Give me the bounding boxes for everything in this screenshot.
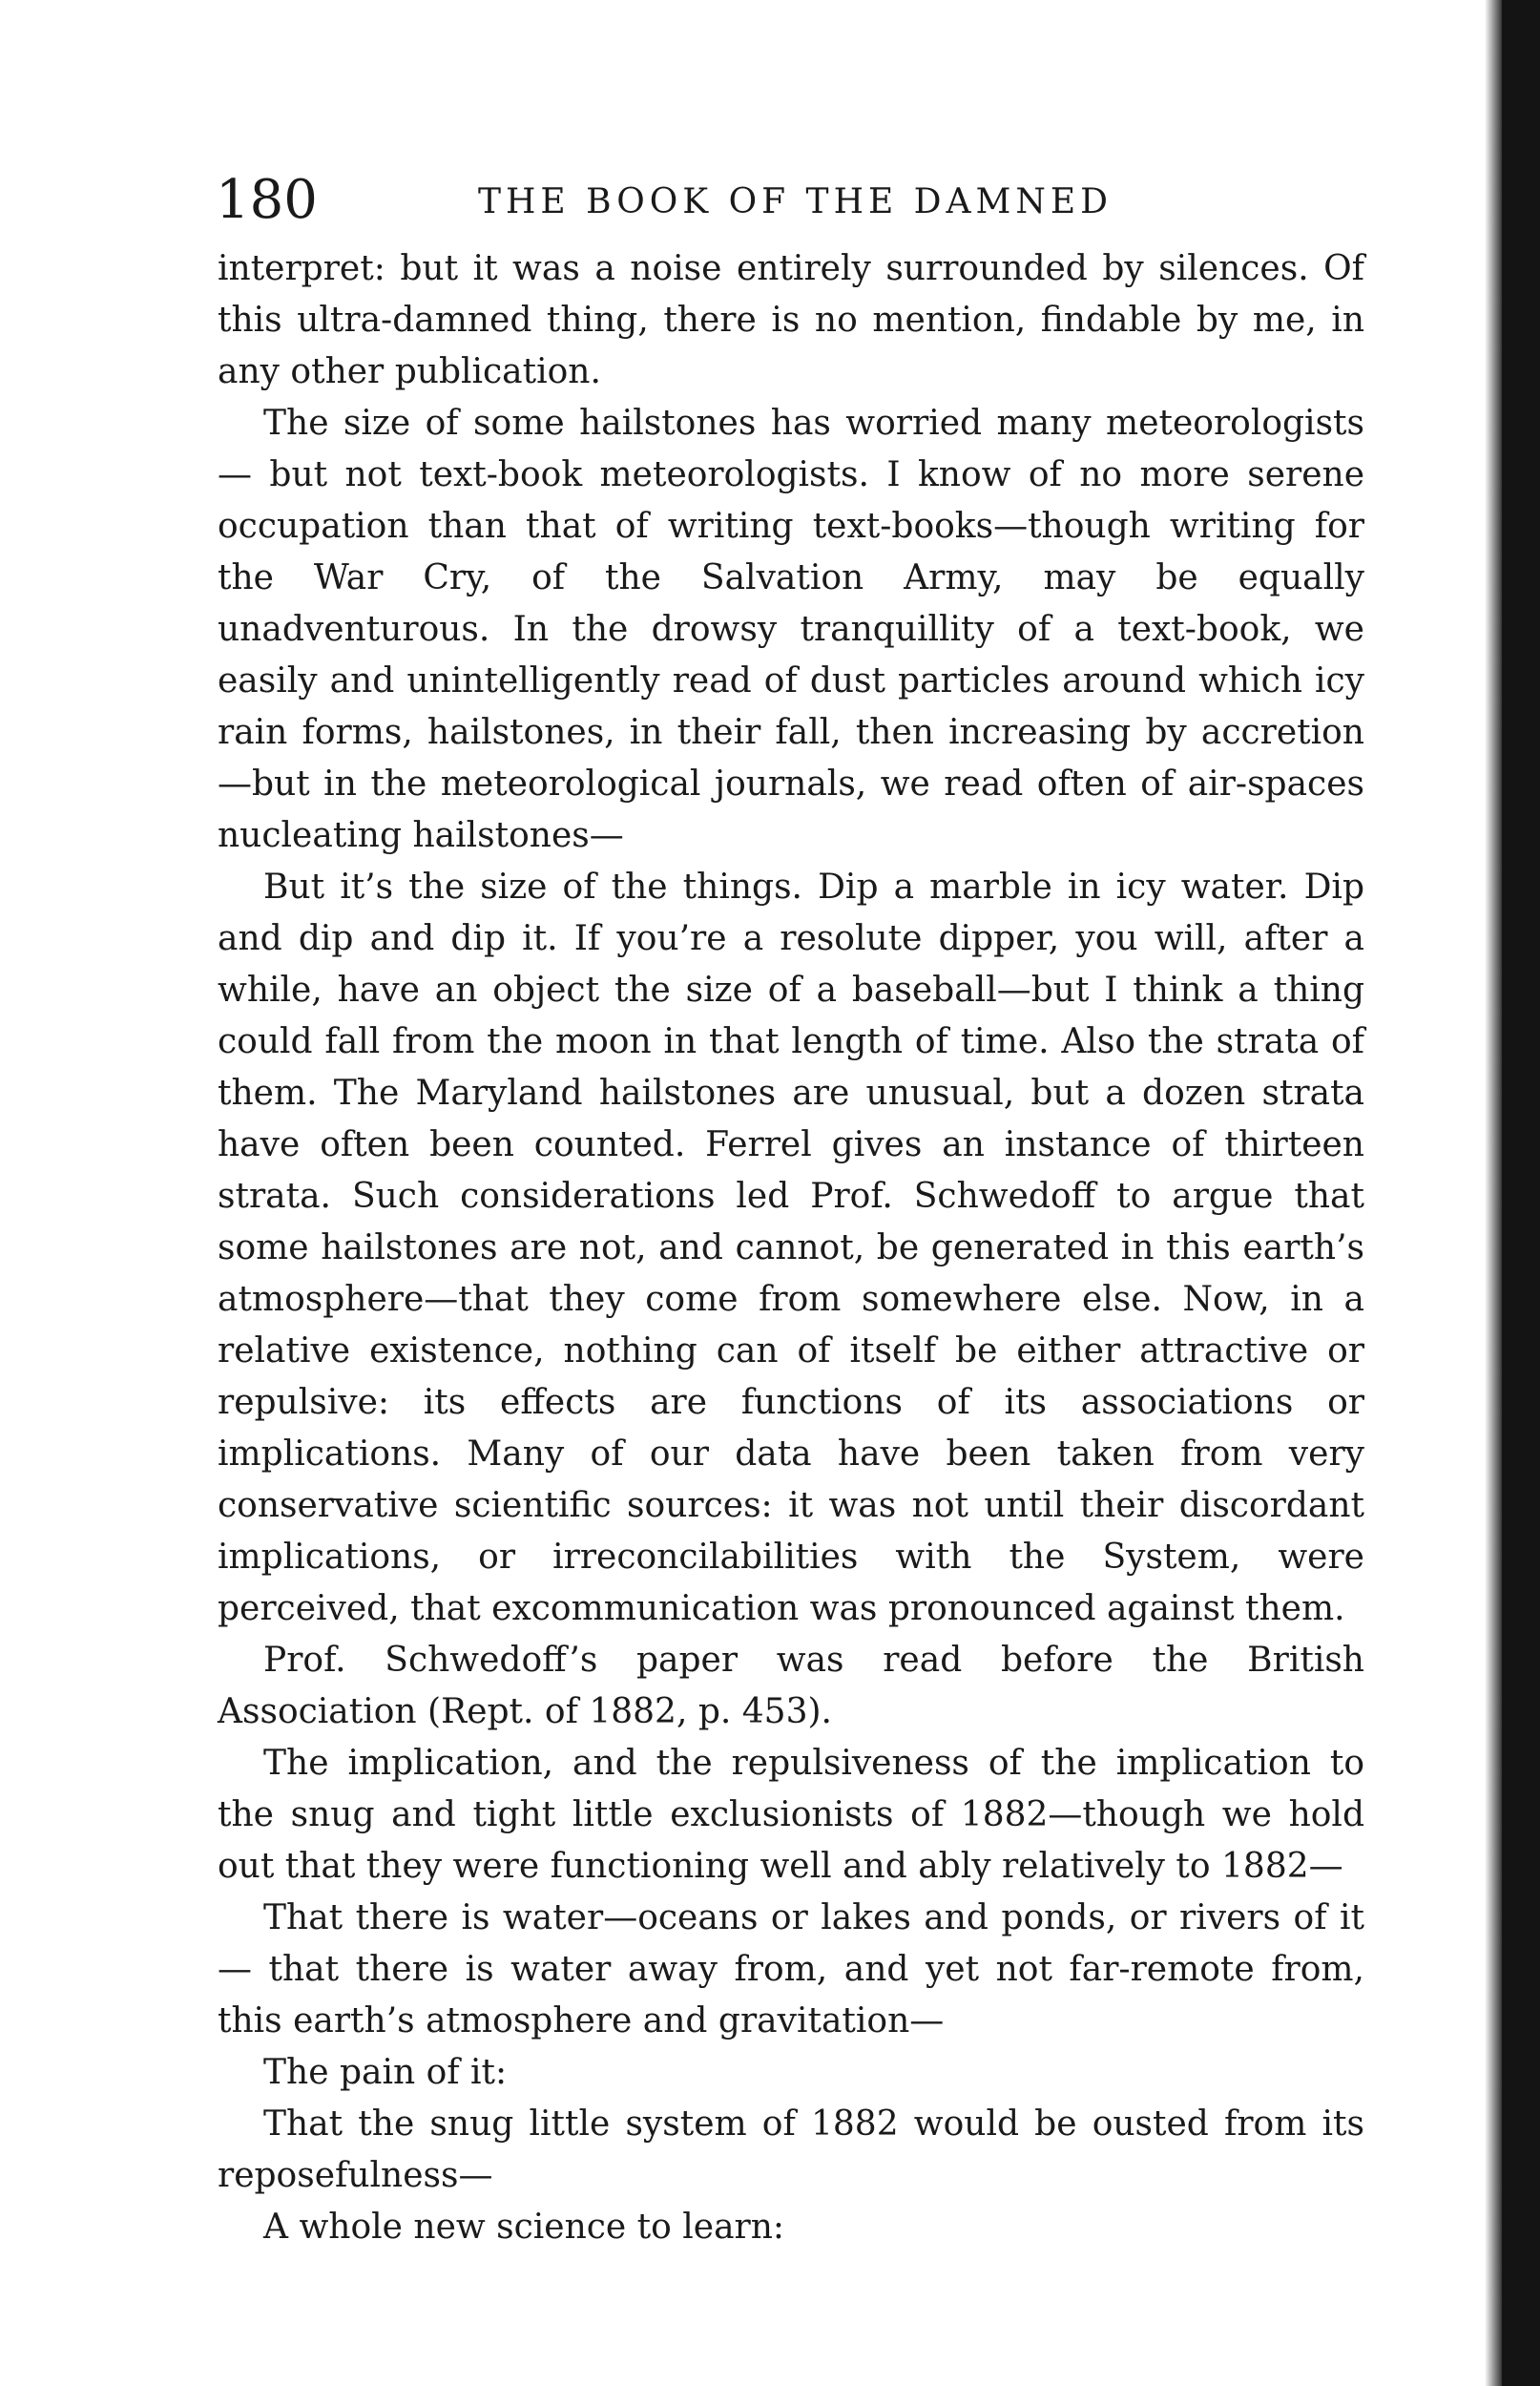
- paragraph: Prof. Schwedoff’s paper was read before the British Association (Rept. of 1882, p. 453).: [218, 1641, 1364, 1731]
- page-number: 180: [216, 169, 318, 231]
- paragraph: interpret: but it was a noise entirely surrounded by silences. Of this ultra-damned thing, there is no mention, findable by me, in any other publication.: [218, 249, 1364, 391]
- paragraph: A whole new science to learn:: [263, 2208, 785, 2247]
- page-header: [216, 169, 1375, 239]
- paragraph: The implication, and the repulsiveness of the implication to the snug and tight little exclusionists of 1882—though we hold out that they were functioning well and ably relatively to 1882—: [218, 1744, 1364, 1886]
- running-head: THE BOOK OF THE DAMNED: [478, 182, 1113, 221]
- paragraph: But it’s the size of the things. Dip a marble in icy water. Dip and dip and dip it. If you’re a resolute dipper, you will, after a while, have an object the size of a baseball—but I think a thing could fall from the moon in that length of time. Also the strata of them. The Maryland hailstones are unusual, but a dozen strata have often been counted. Ferrel gives an instance of thirteen strata. Such considerations led Prof. Schwedoff to argue that some hailstones are not, and cannot, be generated in this earth’s atmosphere—that they come from somewhere else. Now, in a relative existence, nothing can of itself be either attractive or repulsive: its effects are functions of its associations or implications. Many of our data have been taken from very conservative scientific sources: it was not until their discordant implications, or irreconcilabilities with the System, were perceived, that excommunication was pronounced against them.: [218, 868, 1364, 1628]
- scan-edge: [1502, 0, 1540, 2386]
- paragraph: The size of some hailstones has worried many meteorologists— but not text-book meteorologists. I know of no more serene occupation than that of writing text-books—though writing for the War Cry, of the Salvation Army, may be equally unadventurous. In the drowsy tranquillity of a text-book, we easily and unintelligently read of dust particles around which icy rain forms, hailstones, in their fall, then increasing by accretion—but in the meteorological journals, we read often of air-spaces nucleating hailstones—: [218, 404, 1364, 855]
- paragraph: The pain of it:: [263, 2053, 508, 2092]
- body-text: [218, 243, 1364, 2253]
- scan-shadow: [1485, 0, 1502, 2386]
- paragraph: That the snug little system of 1882 would be ousted from its reposefulness—: [218, 2104, 1364, 2195]
- paragraph: That there is water—oceans or lakes and ponds, or rivers of it— that there is water away from, and yet not far-remote from, this earth’s atmosphere and gravitation—: [218, 1898, 1364, 2041]
